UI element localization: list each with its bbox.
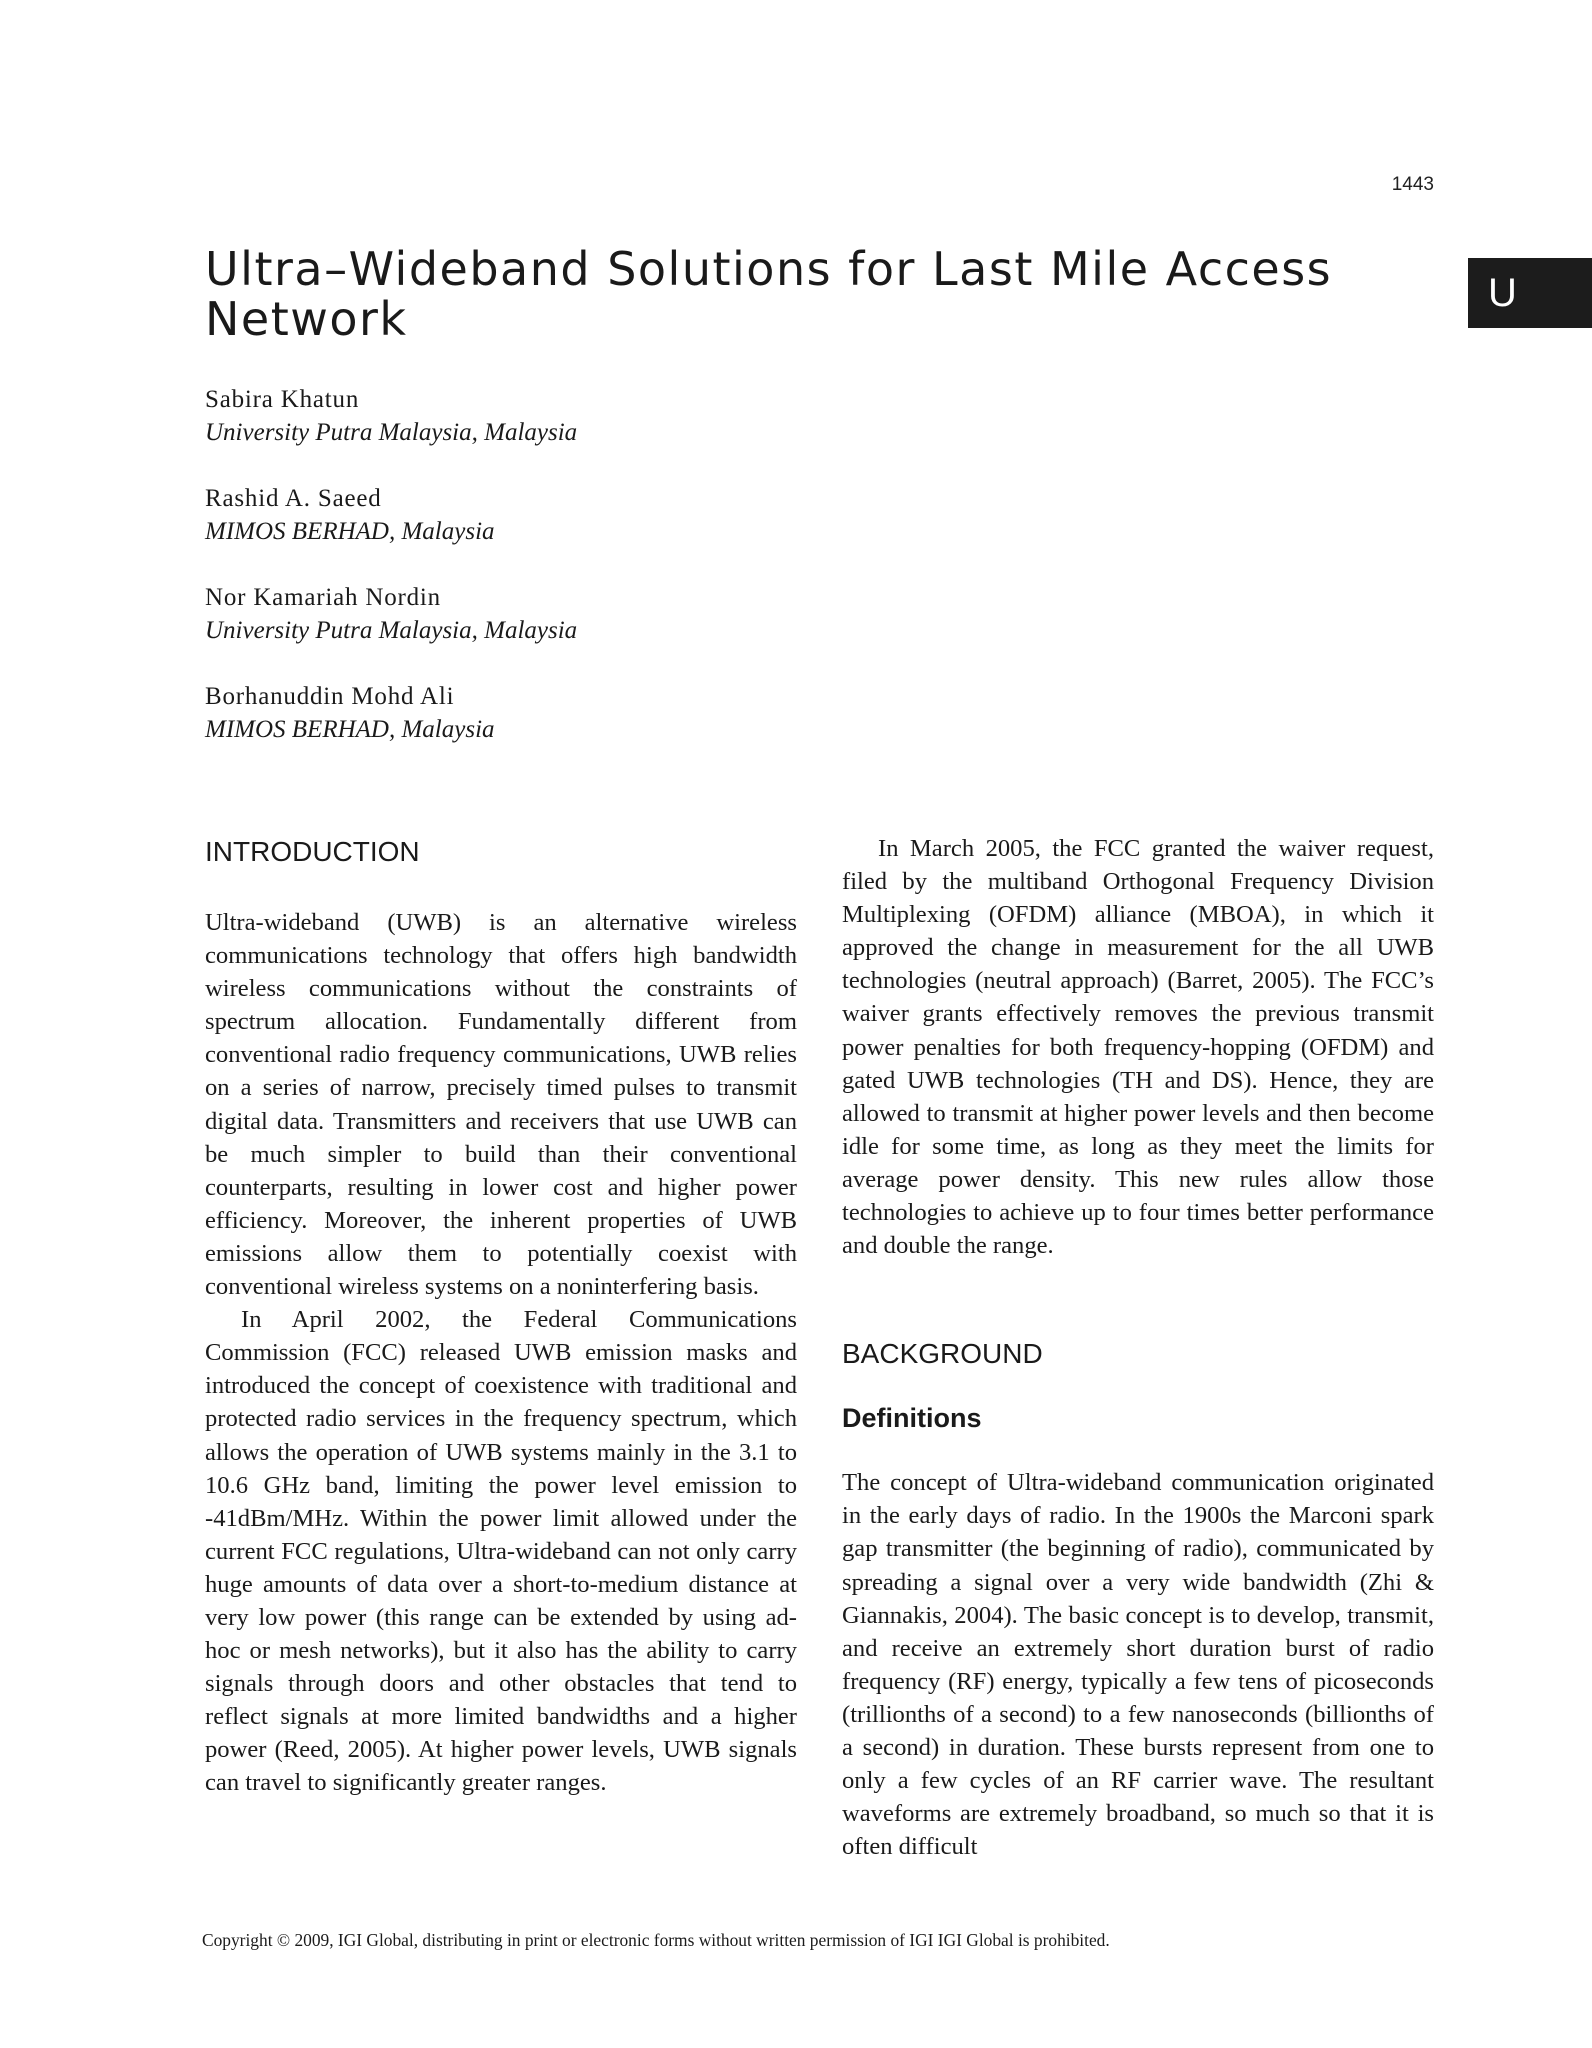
author-affiliation: University Putra Malaysia, Malaysia (205, 617, 578, 644)
author-block (205, 680, 905, 746)
author-name: Rashid A. Saeed (205, 485, 382, 512)
section-tab: U (1468, 258, 1592, 328)
author-name: Sabira Khatun (205, 386, 360, 413)
author-affiliation: University Putra Malaysia, Malaysia (205, 419, 578, 446)
copyright-notice: Copyright © 2009, IGI Global, distributing in print or electronic forms without written permission of IGI IGI Global is prohibited. (202, 1930, 1110, 1950)
right-column (842, 832, 1434, 1863)
intro-paragraph: In April 2002, the Federal Communications Commission (FCC) released UWB emission masks and introduced the concept of coexistence with traditional and protected radio services in the frequency spectrum, which allows the operation of UWB systems mainly in the 3.1 to 10.6 GHz band, limiting the power level emission to -41dBm/MHz. Within the power limit allowed under the current FCC regulations, Ultra-wideband can not only carry huge amounts of data over a short-to-medium distance at very low power (this range can be extended by using ad-hoc or mesh networks), but it also has the ability to carry signals through doors and other obstacles that tend to reflect signals at more limited bandwidths and a higher power (Reed, 2005). At higher power levels, UWB signals can travel to significantly greater ranges. (205, 1306, 797, 1797)
background-heading: BACKGROUND (842, 1338, 1043, 1370)
author-name: Borhanuddin Mohd Ali (205, 683, 455, 710)
author-name: Nor Kamariah Nordin (205, 584, 441, 611)
author-block (205, 581, 905, 647)
definitions-paragraph: The concept of Ultra-wideband communication originated in the early days of radio. In the 1900s the Marconi spark gap transmitter (the beginning of radio), communicated by spreading a signal over a very wide bandwidth (Zhi & Giannakis, 2004). The basic concept is to develop, transmit, and receive an extremely short duration burst of radio frequency (RF) energy, typically a few tens of picoseconds (trillionths of a second) to a few nanoseconds (billionths of a second) in duration. These bursts represent from one to only a few cycles of an RF carrier wave. The resultant waveforms are extremely broadband, so much so that it is often difficult (842, 1469, 1434, 1861)
author-block (205, 482, 905, 548)
author-affiliation: MIMOS BERHAD, Malaysia (205, 716, 495, 743)
left-column (205, 832, 797, 1800)
page-number: 1443 (1391, 174, 1434, 195)
author-list (205, 383, 905, 779)
intro-paragraph: Ultra-wideband (UWB) is an alternative wireless communications technology that offers high bandwidth wireless communications without the constraints of spectrum allocation. Fundamentally different from conventional radio frequency communications, UWB relies on a series of narrow, precisely timed pulses to transmit digital data. Transmitters and receivers that use UWB can be much simpler to build than their conventional counterparts, resulting in lower cost and higher power efficiency. Moreover, the inherent properties of UWB emissions allow them to potentially coexist with conventional wireless systems on a noninterfering basis. (205, 909, 797, 1301)
definitions-subheading: Definitions (842, 1403, 982, 1434)
article-title: Ultra–Wideband Solutions for Last Mile Access Network (205, 242, 1333, 346)
introduction-heading: INTRODUCTION (205, 836, 420, 867)
intro-paragraph: In March 2005, the FCC granted the waiver request, filed by the multiband Orthogonal Frequency Division Multiplexing (OFDM) alliance (MBOA), in which it approved the change in measurement for the all UWB technologies (neutral approach) (Barret, 2005). The FCC’s waiver grants effectively removes the previous transmit power penalties for both frequency-hopping (OFDM) and gated UWB technologies (TH and DS). Hence, they are allowed to transmit at higher power levels and then become idle for some time, as long as they meet the limits for average power density. This new rules allow those technologies to achieve up to four times better performance and double the range. (842, 835, 1434, 1260)
author-affiliation: MIMOS BERHAD, Malaysia (205, 518, 495, 545)
author-block (205, 383, 905, 449)
